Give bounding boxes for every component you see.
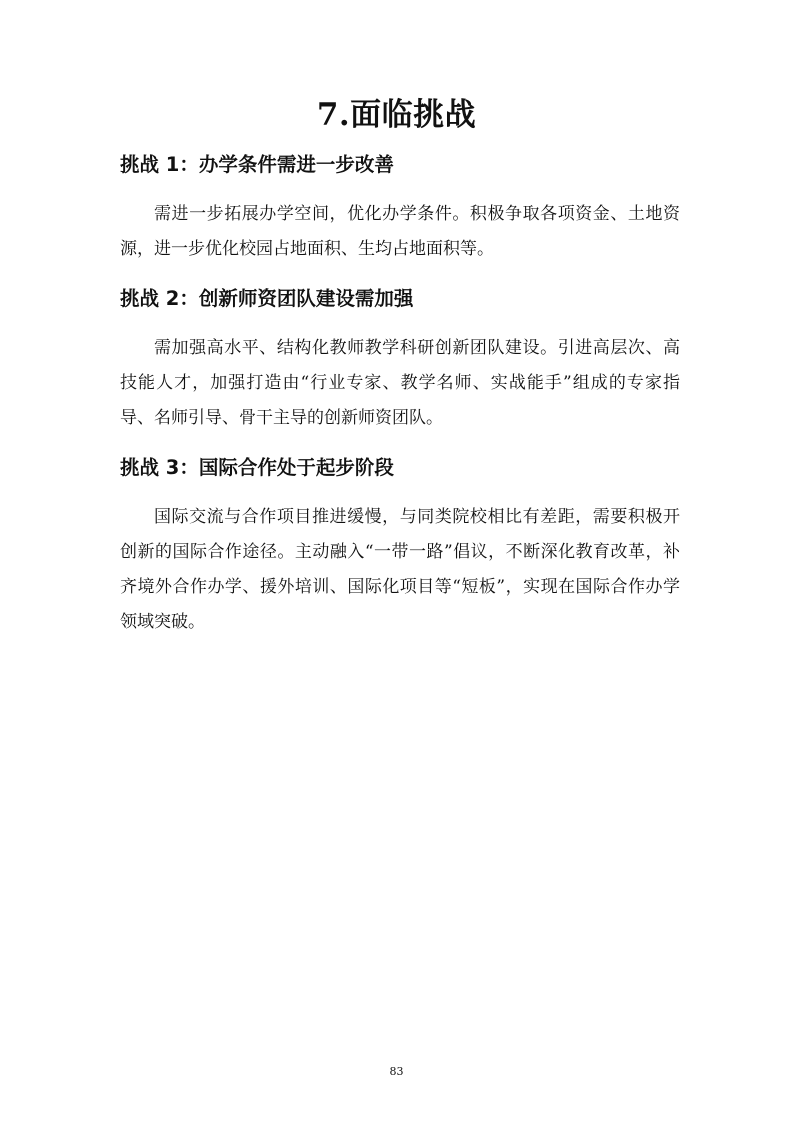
page-title: 7.面临挑战 [316,97,477,133]
section-heading: 挑战 2：创新师资团队建设需加强 [120,287,414,310]
page-number: 83 [389,1065,404,1078]
section-heading: 挑战 1：办学条件需进一步改善 [120,153,394,176]
section-challenge-1 [120,150,680,267]
section-challenge-3 [120,453,680,640]
spacer [120,180,680,197]
spacer [120,314,680,331]
section-body: 需加强高水平、结构化教师教学科研创新团队建设。引进高层次、高技能人才，加强打造由“行业专家、教学名师、实战能手”组成的专家指导、名师引导、骨干主导的创新师资团队。 [120,338,680,428]
spacer [120,483,680,500]
section-body: 需进一步拓展办学空间，优化办学条件。积极争取各项资金、土地资源，进一步优化校园占地面积、生均占地面积等。 [120,204,680,259]
section-body: 国际交流与合作项目推进缓慢，与同类院校相比有差距，需要积极开创新的国际合作途径。主动融入“一带一路”倡议，不断深化教育改革，补齐境外合作办学、援外培训、国际化项目等“短板”，实现在国际合作办学领域突破。 [120,507,680,632]
section-heading: 挑战 3：国际合作处于起步阶段 [120,456,394,479]
section-challenge-2 [120,284,680,436]
